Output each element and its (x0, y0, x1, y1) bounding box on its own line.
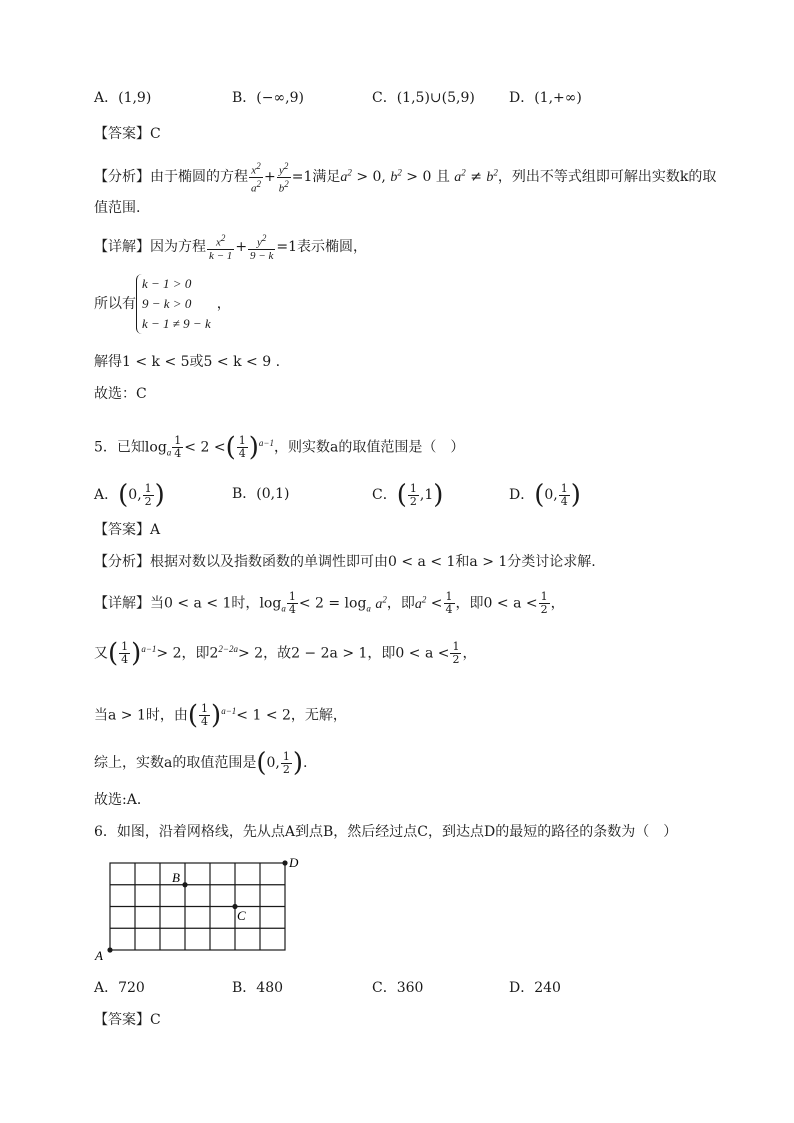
q4-option-a: A．(1,9) (94, 90, 152, 106)
grid-figure (92, 852, 312, 964)
answer-value: C (150, 1012, 161, 1028)
analysis-label: 【分析】 (94, 169, 150, 186)
q4-option-b: B．(−∞,9) (232, 90, 304, 106)
q6-option-d: D．240 (509, 980, 561, 996)
q4-analysis: 【分析】由于椭圆的方程 $\frac{x^2}{a^2}$ + $\frac{y^2}{b^2}$ =1满足$a^2 > 0$, $b^2 > 0$ 且 $a^2 \ne b^2$，列出不等式组即可解出实数k的取 (94, 161, 717, 195)
q6-option-c: C．360 (372, 980, 424, 996)
q4-option-d: D．(1,+∞) (509, 90, 582, 106)
q6-option-b: B．480 (232, 980, 284, 996)
label-c: C (237, 908, 246, 923)
answer-label: 【答案】 (94, 522, 150, 538)
q5-detail-2: 又( $\frac{1}{4}$ )$^{a-1}$> 2，即$2^{2-2a}> 2$，故2 − 2a > 1，即0 < a < $\frac{1}{2}$ ， (94, 638, 477, 669)
q4-solve: 解得1 < k < 5或5 < k < 9 . (94, 354, 281, 370)
grid-lines (110, 863, 285, 950)
answer-label: 【答案】 (94, 1012, 150, 1028)
label-d: D (289, 855, 299, 870)
answer-value: A (150, 522, 161, 538)
q4-system: 所以有 k − 1 > 0 9 − k > 0 k − 1 ≠ 9 − k ， (94, 274, 231, 334)
q5-detail-1: 【详解】当0 < a < 1时，$\log_a$ $\frac{1}{4}$ < $2 = \log_a a^2$，即$a^2$ < $\frac{1}{4}$ ，即0 < a < $\frac{1}{2}$ ， (94, 590, 565, 617)
q6-stem: 6．如图，沿着网格线，先从点A到点B，然后经过点C，到达点D的最短的路径的条数为（ ） (94, 824, 678, 840)
q6-answer (94, 1010, 161, 1030)
answer-value: C (150, 126, 161, 142)
detail-label: 【详解】 (94, 595, 150, 612)
point-d (282, 860, 287, 865)
q4-option-c: C．(1,5)∪(5,9) (372, 90, 475, 106)
q4-choose: 故选：C (94, 386, 147, 402)
q5-detail-3: 当a > 1时，由( $\frac{1}{4}$ )$^{a-1}$< 1 < 2，无解， (94, 700, 347, 731)
point-a (107, 947, 112, 952)
inequality-system: k − 1 > 0 9 − k > 0 k − 1 ≠ 9 − k (136, 274, 211, 334)
q6-option-a: A．720 (94, 980, 145, 996)
q5-answer (94, 520, 160, 540)
q4-answer (94, 124, 161, 144)
q5-choose: 故选:A． (94, 792, 151, 808)
q4-detail: 【详解】因为方程 $\frac{x^2}{k - 1}$ + $\frac{y^2}{9 - k}$ =1表示椭圆， (94, 233, 367, 262)
q5-option-d: D．(0, $\frac{1}{4}$ ) (509, 480, 581, 510)
q5-option-c: C．( $\frac{1}{2}$ ,1) (372, 480, 444, 510)
q4-analysis-line2: 值范围. (94, 200, 141, 216)
point-b (182, 882, 187, 887)
analysis-label: 【分析】 (94, 554, 150, 570)
q5-option-b: B．(0,1) (232, 486, 290, 502)
q5-summary: 综上，实数a的取值范围是(0, $\frac{1}{2}$ ). (94, 748, 308, 778)
detail-label: 【详解】 (94, 238, 150, 255)
answer-label: 【答案】 (94, 126, 150, 142)
label-a: A (95, 948, 103, 963)
q5-option-a: A．(0, $\frac{1}{2}$ ) (94, 480, 165, 510)
q5-stem: 5．已知$\log_a$ $\frac{1}{4}$ < 2 <( $\frac{1}{4}$ )$^{a-1}$，则实数a的取值范围是（ ） (94, 432, 465, 463)
label-b: B (172, 870, 180, 885)
q5-analysis: 【分析】根据对数以及指数函数的单调性即可由0 < a < 1和a > 1分类讨论求解. (94, 554, 596, 570)
